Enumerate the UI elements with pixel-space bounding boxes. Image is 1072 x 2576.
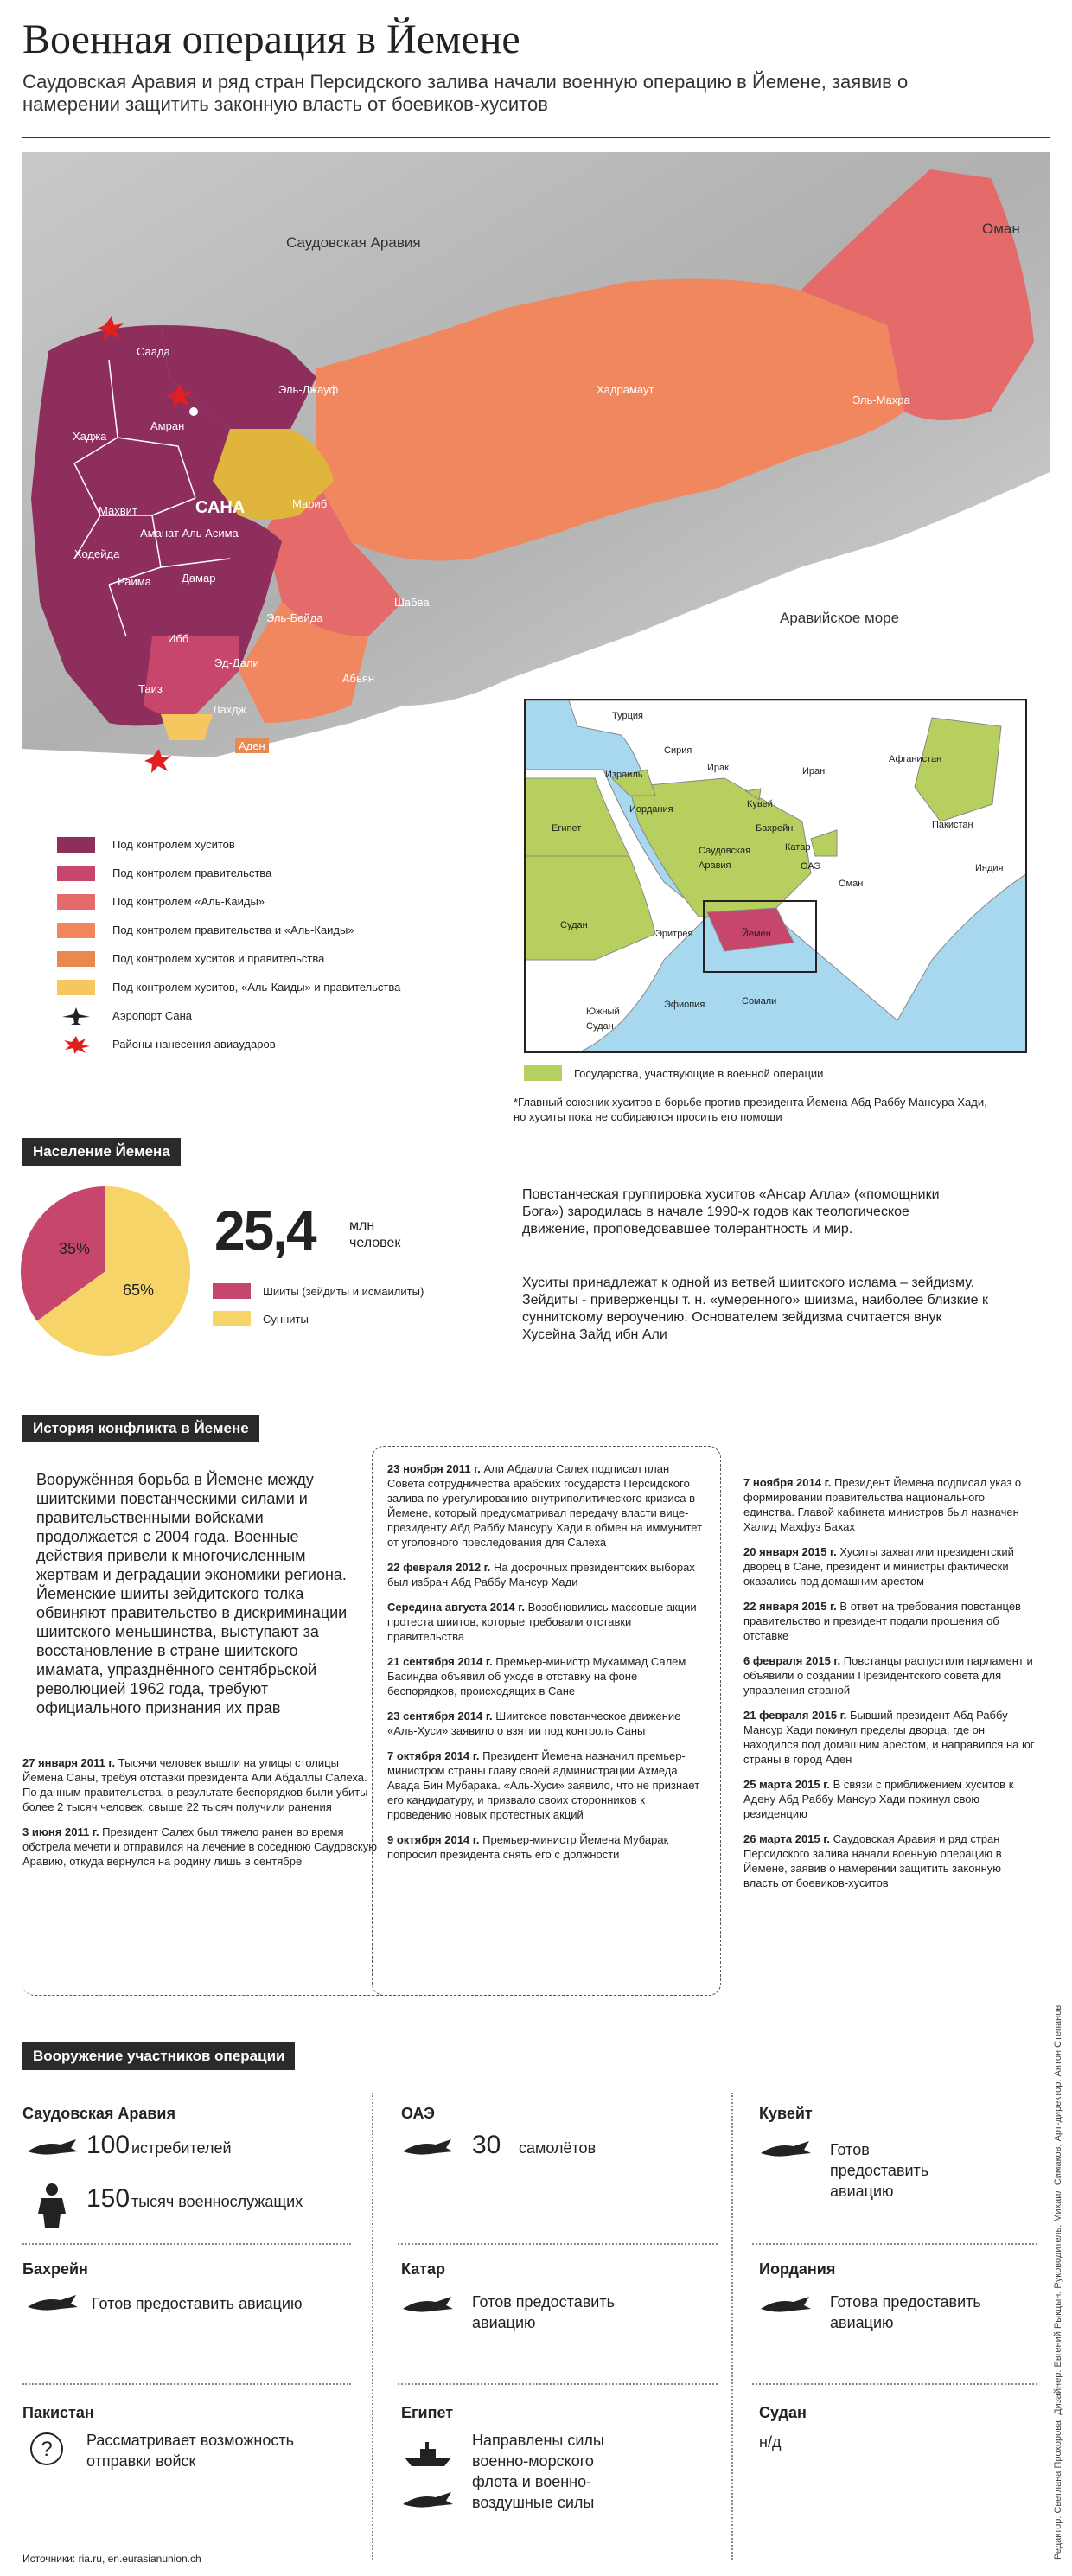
legend-label: Под контролем «Аль-Каиды» bbox=[112, 895, 265, 908]
label-jawf: Эль-Джауф bbox=[278, 383, 339, 396]
legend-item-sunni bbox=[213, 1311, 309, 1326]
fighter-jet-icon bbox=[26, 2293, 80, 2316]
inset-footnote: *Главный союзник хуситов в борьбе против президента Йемена Абд Раббу Мансура Хади, но хуситы пока не собираются просить его помощи bbox=[514, 1096, 987, 1123]
saudi-t1: истребителей bbox=[131, 2139, 232, 2157]
footer-credits: Редактор: Светлана Прохорова. Дизайнер: Евгений Рыкцын. Руководитель: Михаил Симаков. Арт-директор: Антон Степанов bbox=[1053, 2004, 1063, 2560]
history-date: Середина августа 2014 г. bbox=[387, 1601, 525, 1614]
inset-label: Сомали bbox=[742, 996, 777, 1007]
legend-item bbox=[57, 887, 541, 916]
history-item bbox=[387, 1461, 709, 1550]
uae-name: ОАЭ bbox=[401, 2105, 435, 2122]
legend-label: Шииты (зейдиты и исмаилиты) bbox=[263, 1284, 424, 1298]
history-text: Президент Салех был тяжело ранен во время обстрела мечети и отправился на лечение в соседнюю Саудовскую Аравию, откуда вернулся на родину лишь в сентябре bbox=[22, 1825, 378, 1868]
history-text: Бывший президент Абд Раббу Мансур Хади покинул пределы дворца, где он находился под домашним арестом, и направился на юг страны в город Аден bbox=[743, 1709, 1035, 1766]
jordan-name: Иордания bbox=[759, 2260, 836, 2278]
uae-t1: самолётов bbox=[519, 2139, 597, 2157]
history-text: Али Абдалла Салех подписал план Совета сотрудничества арабских государств Персидского залива по урегулированию внутриполитического кризиса в Йемене, который предусматривал передачу власти вице-президенту Абд Раббу Мансуру Хади в обмен на иммунитет от уголовного преследования для Салеха bbox=[387, 1462, 703, 1549]
history-item bbox=[387, 1748, 709, 1822]
history-item bbox=[387, 1560, 709, 1589]
label-marib: Мариб bbox=[292, 497, 328, 510]
header-divider bbox=[22, 137, 1050, 138]
qatar-name: Катар bbox=[401, 2260, 446, 2278]
fighter-jet-icon bbox=[759, 2139, 813, 2162]
history-date: 23 сентября 2014 г. bbox=[387, 1710, 493, 1723]
history-item bbox=[387, 1600, 709, 1644]
history-date: 26 марта 2015 г. bbox=[743, 1832, 830, 1845]
history-date: 7 ноября 2014 г. bbox=[743, 1476, 832, 1489]
inset-label: Южный Судан bbox=[586, 1007, 620, 1032]
fighter-jet-icon bbox=[401, 2490, 455, 2513]
legend-item bbox=[57, 830, 541, 859]
label-dali: Эд-Дали bbox=[214, 656, 259, 669]
label-shabwa: Шабва bbox=[394, 596, 430, 609]
map-legend bbox=[57, 830, 541, 1058]
history-text: Повстанцы распустили парламент и объявили о создании Президентского совета для управления страной bbox=[743, 1654, 1033, 1697]
legend-label: Под контролем правительства и «Аль-Каиды» bbox=[112, 924, 354, 936]
inset-label: Оман bbox=[839, 879, 864, 889]
houthi-text-1: Повстанческая группировка хуситов «Ансар Алла» («помощники Бога») зародилась в начале 1990-х годов как теологическое движение, проповедовавшее толерантность и мир. bbox=[522, 1187, 940, 1237]
legend-swatch bbox=[213, 1311, 251, 1326]
fighter-jet-icon bbox=[759, 2295, 813, 2317]
history-text: Саудовская Аравия и ряд стран Персидского залива начали военную операцию в Йемене, заявив о намерении защитить законную власть от боевиков-хуситов bbox=[743, 1832, 1002, 1889]
inset-label: Индия bbox=[975, 863, 1004, 873]
inset-label: Кувейт bbox=[747, 799, 777, 809]
armament-divider bbox=[22, 2243, 351, 2245]
legend-swatch bbox=[57, 894, 95, 910]
legend-item bbox=[57, 1030, 541, 1058]
armament-divider bbox=[752, 2383, 1037, 2385]
history-text: Возобновились массовые акции протеста шиитов, которые требовали отставки правительства bbox=[387, 1601, 697, 1643]
inset-label: Саудовская Аравия bbox=[699, 846, 751, 871]
label-bayda: Эль-Бейда bbox=[266, 611, 323, 624]
history-text: Премьер-министр Мухаммад Салем Басиндва объявил об уходе в отставку на фоне беспорядков, происходящих в Сане bbox=[387, 1655, 686, 1697]
label-abyan: Абьян bbox=[342, 672, 375, 685]
inset-label: Катар bbox=[785, 842, 811, 853]
history-text: В ответ на требования повстанцев правительство и президент подали прошения об отставке bbox=[743, 1600, 1021, 1642]
history-text: Президент Йемена подписал указ о формировании правительства национального единства. Главой кабинета министров был назначен Халид Махфуз Бахах bbox=[743, 1476, 1022, 1533]
label-amanat: Аманат Аль Асима bbox=[140, 527, 239, 540]
history-text: Шиитское повстанческое движение «Аль-Хуси» заявило о взятии под контроль Саны bbox=[387, 1710, 681, 1737]
inset-label: Эритрея bbox=[655, 929, 693, 939]
sudan-name: Судан bbox=[759, 2404, 807, 2421]
legend-swatch bbox=[213, 1283, 251, 1299]
fighter-jet-icon bbox=[26, 2138, 80, 2160]
history-item bbox=[387, 1832, 709, 1862]
inset-label: Йемен bbox=[742, 929, 771, 939]
label-hajja: Хаджа bbox=[73, 430, 107, 443]
label-aden: Аден bbox=[235, 738, 269, 753]
history-text: Тысячи человек вышли на улицы столицы Йемена Саны, требуя отставки президента Али Абдаллы Салеха. По данным правительства, в результате беспорядков были убиты более 2 тысяч человек, свыше 22 тысяч получили ранения bbox=[22, 1756, 368, 1813]
map-svg bbox=[22, 152, 1050, 792]
inset-label: Сирия bbox=[664, 745, 692, 756]
history-col-2 bbox=[387, 1461, 709, 1862]
footer-sources: Источники: ria.ru, en.eurasianunion.ch bbox=[22, 2553, 201, 2565]
legend-item bbox=[57, 1001, 541, 1030]
kuwait-name: Кувейт bbox=[759, 2105, 813, 2122]
inset-label: Афганистан bbox=[889, 754, 942, 764]
saudi-n1: 100 bbox=[86, 2131, 131, 2159]
page-subtitle: Саудовская Аравия и ряд стран Персидского залива начали военную операцию в Йемене, заявив о намерении защитить законную власть от боевиков-хуситов bbox=[22, 71, 909, 115]
history-item bbox=[743, 1831, 1037, 1890]
history-item bbox=[387, 1654, 709, 1698]
label-amran: Амран bbox=[150, 419, 185, 432]
section-history: История конфликта в Йемене bbox=[22, 1415, 259, 1442]
history-date: 27 января 2011 г. bbox=[22, 1756, 116, 1769]
inset-label: Судан bbox=[560, 920, 588, 930]
history-intro: Вооружённая борьба в Йемене между шиитскими повстанческими силами и правительственными войсками продолжается с 2004 года. Военные действия привели к многочисленным жертвам и деградации экономики региона. Йеменские шииты зейдитского толка обвиняют правительство в дискриминации шиитского меньшинства, выступают за восстановление в стране шиитского имамата, упразднённого сентябрьской революцией 1962 года, требуют официального признания их прав bbox=[36, 1471, 348, 1716]
region-aden bbox=[161, 714, 213, 740]
history-date: 23 ноября 2011 г. bbox=[387, 1462, 481, 1475]
history-date: 25 марта 2015 г. bbox=[743, 1778, 830, 1791]
pie-label-shia: 35% bbox=[59, 1240, 91, 1257]
legend-swatch bbox=[57, 837, 95, 853]
saudi-t2: тысяч военнослужащих bbox=[131, 2193, 303, 2210]
inset-label: Египет bbox=[552, 823, 582, 834]
legend-label: Под контролем хуситов bbox=[112, 838, 235, 851]
label-raima: Раима bbox=[118, 575, 151, 588]
label-oman: Оман bbox=[982, 221, 1020, 237]
legend-label: Под контролем хуситов, «Аль-Каиды» и правительства bbox=[112, 981, 401, 994]
legend-swatch bbox=[524, 1065, 562, 1081]
legend-label: Под контролем правительства bbox=[112, 866, 272, 879]
label-taiz: Таиз bbox=[138, 682, 163, 695]
inset-label: Израиль bbox=[605, 770, 643, 780]
history-text: Президент Йемена назначил премьер-министром страны главу своей администрации Ахмеда Авада Бин Мубарака. «Аль-Хуси» заявило, что не признает его кандидатуру, и призвало своих сторонников к проведению новых протестных акций bbox=[387, 1749, 700, 1821]
label-hadramaut: Хадрамаут bbox=[597, 383, 654, 396]
kuwait-text: Готов предоставить авиацию bbox=[830, 2141, 929, 2200]
history-date: 21 сентября 2014 г. bbox=[387, 1655, 493, 1668]
qatar-text: Готов предоставить авиацию bbox=[472, 2293, 615, 2331]
bahrain-name: Бахрейн bbox=[22, 2260, 88, 2278]
history-text: На досрочных президентских выборах был избран Абд Раббу Мансур Хади bbox=[387, 1561, 695, 1588]
history-date: 9 октября 2014 г. bbox=[387, 1833, 480, 1846]
history-item bbox=[387, 1709, 709, 1738]
inset-label: Бахрейн bbox=[756, 823, 794, 834]
label-sada: Саада bbox=[137, 345, 170, 358]
label-lahj: Лахдж bbox=[213, 703, 246, 716]
legend-label: Аэропорт Сана bbox=[112, 1009, 193, 1022]
pakistan-name: Пакистан bbox=[22, 2404, 94, 2421]
uae-n1: 30 bbox=[472, 2131, 501, 2159]
history-item bbox=[743, 1653, 1037, 1697]
label-damar: Дамар bbox=[182, 572, 216, 585]
legend-item-shia bbox=[213, 1283, 424, 1299]
legend-item bbox=[57, 859, 541, 887]
label-ibb: Ибб bbox=[168, 632, 189, 645]
fighter-jet-icon bbox=[401, 2138, 455, 2160]
population-pie bbox=[19, 1185, 192, 1362]
inset-label: ОАЭ bbox=[801, 861, 821, 872]
legend-label: Сунниты bbox=[263, 1312, 309, 1326]
soldier-icon bbox=[35, 2183, 69, 2228]
label-hodeida: Ходейда bbox=[74, 547, 120, 560]
label-mahra: Эль-Махра bbox=[852, 393, 910, 406]
pie-label-sunni: 65% bbox=[123, 1282, 155, 1299]
history-text: Премьер-министр Йемена Мубарак попросил президента снять его с должности bbox=[387, 1833, 669, 1861]
history-date: 3 июня 2011 г. bbox=[22, 1825, 99, 1838]
history-item bbox=[743, 1599, 1037, 1643]
armament-divider bbox=[752, 2243, 1037, 2245]
history-text: В связи с приближением хуситов к Адену Абд Раббу Мансур Хади покинул свою резиденцию bbox=[743, 1778, 1014, 1820]
legend-swatch bbox=[57, 951, 95, 967]
warship-icon bbox=[401, 2439, 455, 2470]
legend-label: Под контролем хуситов и правительства bbox=[112, 952, 325, 965]
label-arabian-sea: Аравийское море bbox=[780, 610, 900, 626]
history-date: 21 февраля 2015 г. bbox=[743, 1709, 847, 1722]
history-text: Хуситы захватили президентский дворец в Сане, президент и министры фактически оказались под домашним арестом bbox=[743, 1545, 1014, 1588]
fighter-jet-icon bbox=[401, 2295, 455, 2317]
legend-swatch bbox=[57, 866, 95, 881]
legend-item bbox=[57, 916, 541, 944]
armament-divider bbox=[22, 2383, 351, 2385]
label-saudi: Саудовская Аравия bbox=[286, 234, 421, 251]
inset-legend bbox=[524, 1065, 823, 1081]
inset-label: Иран bbox=[802, 766, 826, 777]
saudi-n2: 150 bbox=[86, 2184, 131, 2213]
legend-label: Районы нанесения авиaударов bbox=[112, 1038, 276, 1051]
history-item bbox=[743, 1475, 1037, 1534]
egypt-name: Египет bbox=[401, 2404, 454, 2421]
airplane-icon bbox=[57, 1007, 95, 1026]
history-date: 7 октября 2014 г. bbox=[387, 1749, 480, 1762]
pie-svg bbox=[19, 1185, 192, 1358]
population-value: 25,4 bbox=[214, 1199, 316, 1262]
legend-item bbox=[57, 973, 541, 1001]
houthi-text-2: Хуситы принадлежат к одной из ветвей шиитского ислама – зейдизму. Зейдиты - приверженцы т. н. «умеренного» шиизма, наиболее близкие к суннитскому вероучению. Основателем зейдизма считается внук Хусейна Зайд ибн Али bbox=[522, 1275, 988, 1342]
armament-divider bbox=[398, 2383, 718, 2385]
inset-label: Пакистан bbox=[932, 820, 973, 830]
inset-label: Турция bbox=[612, 711, 643, 721]
section-population: Население Йемена bbox=[22, 1138, 181, 1166]
history-date: 6 февраля 2015 г. bbox=[743, 1654, 841, 1667]
yemen-map bbox=[22, 152, 1050, 792]
history-date: 20 января 2015 г. bbox=[743, 1545, 837, 1558]
history-item bbox=[743, 1777, 1037, 1821]
history-date: 22 января 2015 г. bbox=[743, 1600, 837, 1613]
inset-label: Ирак bbox=[707, 763, 729, 773]
legend-swatch bbox=[57, 923, 95, 938]
history-date: 22 февраля 2012 г. bbox=[387, 1561, 491, 1574]
legend-label: Государства, участвующие в военной операции bbox=[574, 1066, 824, 1080]
history-item bbox=[743, 1708, 1037, 1767]
armament-divider bbox=[372, 2093, 373, 2560]
armament-divider bbox=[398, 2243, 718, 2245]
inset-label: Эфиопия bbox=[664, 1000, 705, 1010]
legend-item bbox=[57, 944, 541, 973]
label-mahwit: Махвит bbox=[99, 504, 137, 517]
question-icon bbox=[29, 2432, 64, 2466]
jordan-text: Готова предоставить авиацию bbox=[830, 2293, 981, 2331]
population-unit1: млн bbox=[349, 1218, 375, 1233]
egypt-text: Направлены силы военно-морского флота и военно-воздушные силы bbox=[472, 2432, 604, 2511]
sudan-text: н/д bbox=[759, 2433, 782, 2451]
armament-divider bbox=[731, 2093, 733, 2560]
history-item bbox=[743, 1544, 1037, 1588]
legend-swatch bbox=[57, 980, 95, 995]
population-unit2: человек bbox=[349, 1236, 401, 1250]
saudi-name: Саудовская Аравия bbox=[22, 2105, 176, 2122]
inset-map bbox=[524, 699, 1027, 1053]
inset-label: Иордания bbox=[629, 804, 673, 815]
explosion-icon bbox=[57, 1035, 95, 1054]
section-armament: Вооружение участников операции bbox=[22, 2042, 295, 2070]
label-sana: САНА bbox=[195, 498, 246, 517]
pakistan-text: Рассматривает возможность отправки войск bbox=[86, 2432, 294, 2470]
page-title: Военная операция в Йемене bbox=[22, 16, 520, 62]
svg-text:?: ? bbox=[41, 2438, 53, 2461]
history-col-3 bbox=[743, 1475, 1037, 1890]
bahrain-text: Готов предоставить авиацию bbox=[92, 2295, 303, 2312]
